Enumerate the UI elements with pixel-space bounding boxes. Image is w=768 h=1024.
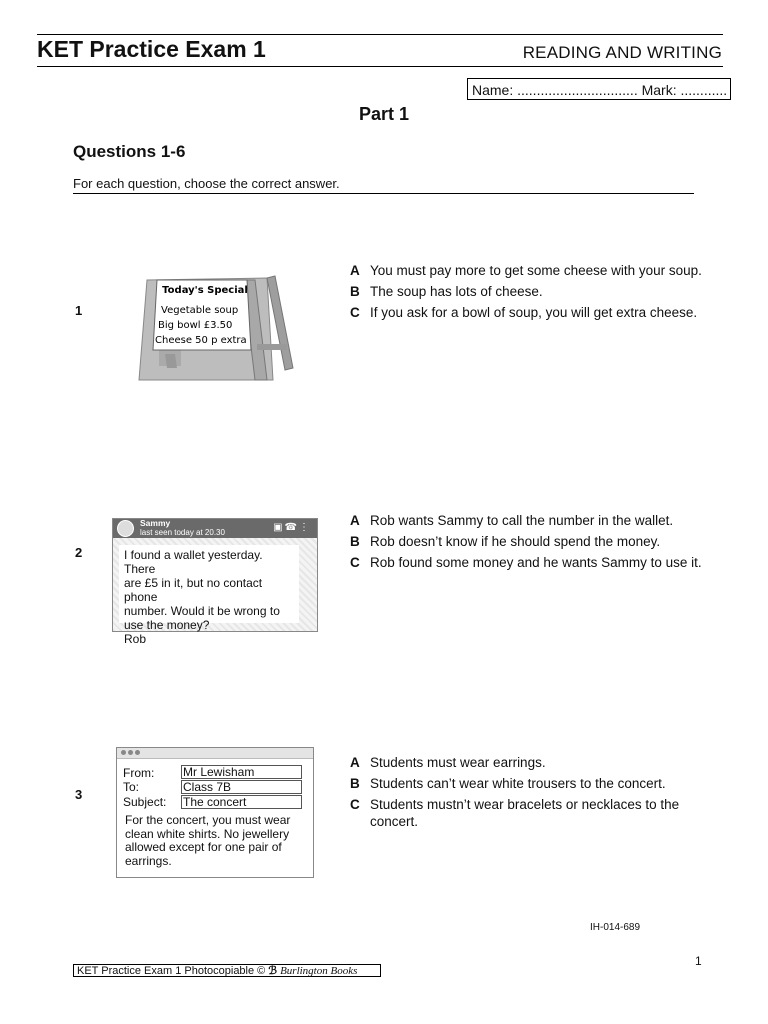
sign-image [135, 268, 295, 386]
option-letter: A [350, 513, 360, 528]
option-b[interactable] [350, 775, 710, 792]
footer-note [73, 964, 381, 977]
option-text: If you ask for a bowl of soup, you will get extra cheese. [370, 305, 698, 320]
window-dot-icon [121, 750, 126, 755]
sign-line-3: Cheese 50 p extra [155, 335, 247, 346]
option-text: The soup has lots of cheese. [370, 284, 543, 299]
phone-icon: ☎ [284, 522, 299, 533]
email-line: For the concert, you must wear [125, 813, 291, 827]
option-text: Rob wants Sammy to call the number in the wallet. [370, 513, 674, 528]
option-letter: A [350, 755, 360, 770]
option-c[interactable] [350, 796, 710, 830]
option-letter: B [350, 776, 360, 791]
option-text: Students can’t wear white trousers to the concert. [370, 776, 666, 791]
from-label: From: [123, 766, 155, 780]
sign-board [135, 268, 295, 386]
window-dot-icon [135, 750, 140, 755]
option-letter: C [350, 555, 360, 570]
exam-title: KET Practice Exam 1 [37, 36, 266, 62]
option-letter: B [350, 284, 360, 299]
window-dot-icon [128, 750, 133, 755]
avatar [117, 520, 134, 537]
option-c[interactable] [350, 554, 710, 571]
option-a[interactable] [350, 262, 710, 279]
last-seen: last seen today at 20.30 [140, 528, 225, 537]
option-c[interactable] [350, 304, 710, 321]
sign-line-2: Big bowl £3.50 [158, 320, 233, 331]
subject-field: The concert [181, 795, 302, 809]
email-window [116, 747, 314, 878]
questions-heading: Questions 1-6 [73, 142, 186, 161]
burlington-logo-icon: ℬ [268, 965, 277, 977]
instruction: For each question, choose the correct answer. [73, 176, 694, 194]
option-a[interactable] [350, 754, 710, 771]
part-heading [0, 104, 768, 125]
chat-header [113, 519, 317, 538]
message-line: use the money? [124, 618, 210, 632]
call-icons [273, 522, 311, 533]
option-letter: A [350, 263, 360, 278]
phone-message [112, 518, 318, 646]
email-line: clean white shirts. No jewellery [125, 826, 290, 841]
page-number: 1 [695, 954, 702, 968]
option-letter: B [350, 534, 360, 549]
from-field: Mr Lewisham [181, 765, 302, 779]
question-number-3: 3 [75, 787, 83, 802]
option-text: Students mustn’t wear bracelets or necklaces to the concert. [370, 797, 680, 829]
option-b[interactable] [350, 533, 710, 550]
option-letter: C [350, 305, 360, 320]
option-text: You must pay more to get some cheese with your soup. [370, 263, 702, 278]
top-rule [37, 34, 723, 35]
more-icon: ⋮ [299, 522, 311, 533]
option-letter: C [350, 797, 360, 812]
subject-label: Subject: [123, 795, 167, 809]
to-label: To: [123, 780, 140, 794]
option-text: Rob found some money and he wants Sammy to use it. [370, 555, 702, 570]
question-number-1: 1 [75, 303, 83, 318]
name-mark-box[interactable]: Name: ............................... Mark: ............ [467, 78, 731, 100]
contact-name: Sammy [140, 518, 171, 528]
message-line: number. Would it be wrong to [124, 604, 280, 618]
email-line: allowed except for one pair of [125, 840, 282, 854]
header-rule [37, 66, 723, 67]
email-body [125, 814, 303, 868]
option-text: Students must wear earrings. [370, 755, 546, 770]
option-text: Rob doesn’t know if he should spend the money. [370, 534, 661, 549]
video-call-icon: ▣ [273, 522, 285, 533]
to-field: Class 7B [181, 780, 302, 794]
message-bubble [119, 545, 299, 646]
footer-text: KET Practice Exam 1 Photocopiable © [77, 965, 266, 977]
publisher-name: Burlington Books [280, 965, 358, 977]
sign-title: Today's Special [162, 285, 248, 296]
message-line: I found a wallet yesterday. There [124, 548, 263, 576]
message-line: Rob [124, 632, 147, 646]
question-number-2: 2 [75, 545, 83, 560]
email-line: earrings. [125, 853, 172, 868]
message-line: are £5 in it, but no contact phone [124, 576, 263, 604]
email-titlebar [117, 748, 313, 759]
option-a[interactable] [350, 512, 710, 529]
question-3-options [350, 754, 710, 834]
option-b[interactable] [350, 283, 710, 300]
section-title: READING AND WRITING [522, 43, 722, 62]
question-2-options [350, 512, 710, 575]
sign-line-1: Vegetable soup [161, 305, 239, 316]
document-code: IH-014-689 [590, 922, 641, 933]
question-1-options [350, 262, 710, 325]
part-label: Part 1 [358, 104, 410, 124]
